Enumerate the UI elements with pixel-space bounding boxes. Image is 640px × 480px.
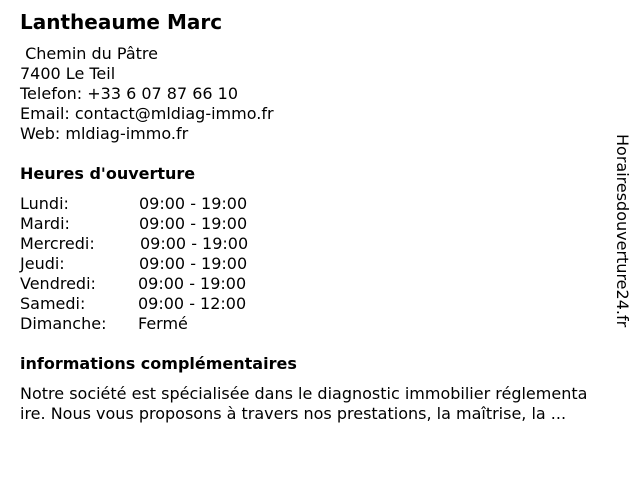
phone-number: Telefon: +33 6 07 87 66 10 xyxy=(20,84,239,103)
additional-info-heading: informations complémentaires xyxy=(20,354,297,373)
day-label-thursday: Jeudi: xyxy=(20,254,65,273)
hours-thursday: 09:00 - 19:00 xyxy=(139,254,248,273)
email-address: Email: contact@mldiag-immo.fr xyxy=(20,104,274,123)
opening-hours-heading: Heures d'ouverture xyxy=(20,164,196,183)
hours-saturday: 09:00 - 12:00 xyxy=(138,294,247,313)
description-line-2: ire. Nous vous proposons à travers nos prestations, la maîtrise, la ... xyxy=(20,404,567,423)
address-street: Chemin du Pâtre xyxy=(20,44,158,63)
hours-monday: 09:00 - 19:00 xyxy=(139,194,248,213)
hours-friday: 09:00 - 19:00 xyxy=(138,274,247,293)
hours-wednesday: 09:00 - 19:00 xyxy=(140,234,249,253)
day-label-tuesday: Mardi: xyxy=(20,214,70,233)
day-label-friday: Vendredi: xyxy=(20,274,96,293)
business-name: Lantheaume Marc xyxy=(20,10,223,34)
website: Web: mldiag-immo.fr xyxy=(20,124,189,143)
address-city: 7400 Le Teil xyxy=(20,64,116,83)
description-line-1: Notre société est spécialisée dans le diagnostic immobilier réglementa xyxy=(20,384,588,403)
day-label-wednesday: Mercredi: xyxy=(20,234,95,253)
day-label-sunday: Dimanche: xyxy=(20,314,107,333)
hours-tuesday: 09:00 - 19:00 xyxy=(139,214,248,233)
day-label-monday: Lundi: xyxy=(20,194,69,213)
site-watermark: Horairesdouverture24.fr xyxy=(613,134,632,328)
hours-sunday: Fermé xyxy=(138,314,188,333)
day-label-saturday: Samedi: xyxy=(20,294,86,313)
